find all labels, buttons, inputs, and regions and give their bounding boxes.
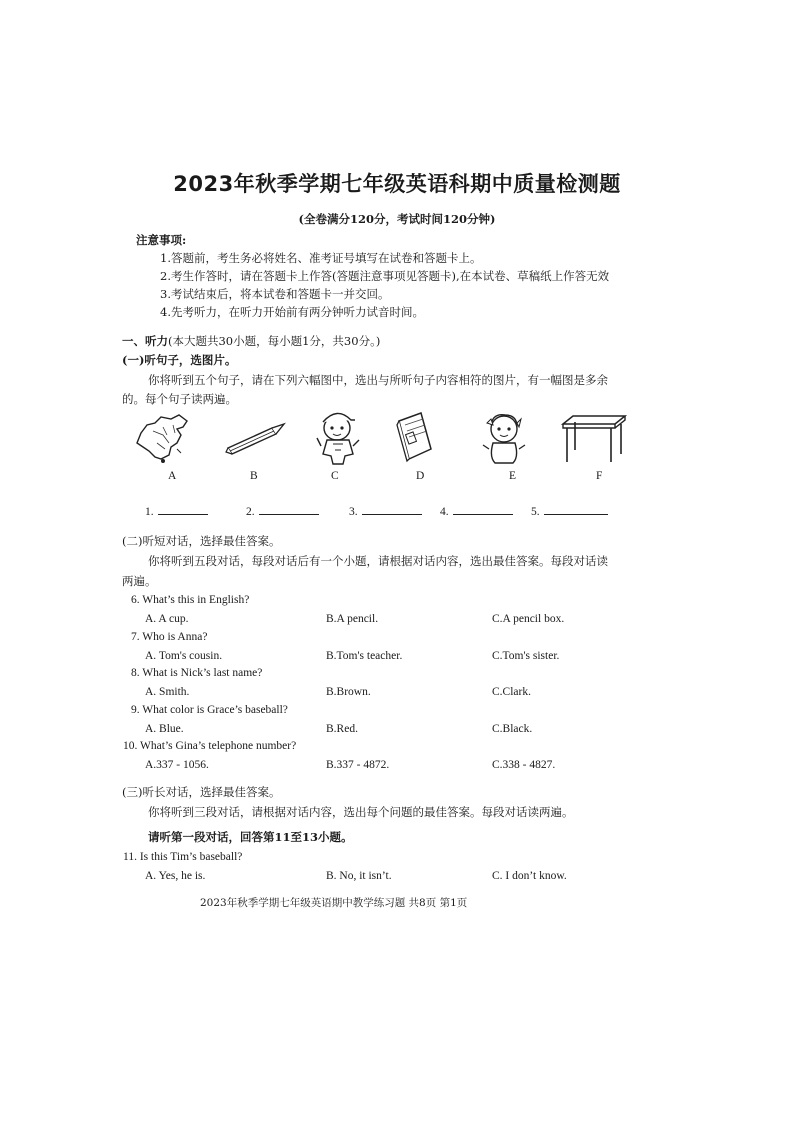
table-icon xyxy=(559,414,629,466)
option-b[interactable]: B.Tom's teacher. xyxy=(326,650,403,662)
option-b[interactable]: B.A pencil. xyxy=(326,613,379,625)
answer-blank[interactable] xyxy=(246,502,319,518)
part2-heading: (二)听短对话，选择最佳答案。 xyxy=(122,534,281,548)
option-c[interactable]: C.A pencil box. xyxy=(492,613,565,625)
option-c[interactable]: C.338 - 4827. xyxy=(492,759,556,771)
option-c[interactable]: C.Clark. xyxy=(492,686,531,698)
blank-number: 3. xyxy=(349,506,358,518)
picture-label: D xyxy=(416,470,425,482)
page-footer: 2023年秋季学期七年级英语期中教学练习题 共8页 第1页 xyxy=(200,897,468,909)
part3-heading: (三)听长对话，选择最佳答案。 xyxy=(122,785,281,799)
option-a[interactable]: A. Yes, he is. xyxy=(145,870,206,882)
option-a[interactable]: A. Tom's cousin. xyxy=(145,650,223,662)
question-text: 8. What is Nick’s last name? xyxy=(131,667,263,679)
question-text: 9. What color is Grace’s baseball? xyxy=(131,704,288,716)
question-text: 6. What’s this in English? xyxy=(131,594,250,606)
notice-item: 4.先考听力，在听力开始前有两分钟听力试音时间。 xyxy=(160,305,424,319)
picture-label: B xyxy=(250,470,258,482)
picture-label: C xyxy=(331,470,339,482)
blank-number: 1. xyxy=(145,506,154,518)
notice-item: 1.答题前，考生务必将姓名、准考证号填写在试卷和答题卡上。 xyxy=(160,251,482,265)
answer-blank[interactable] xyxy=(145,502,208,518)
option-a[interactable]: A.337 - 1056. xyxy=(145,759,209,771)
part1-instruction: 你将听到五个句子，请在下列六幅图中，选出与所听句子内容相符的图片，有一幅图是多余 xyxy=(148,373,608,387)
answer-blank[interactable] xyxy=(349,502,422,518)
part3-instruction: 你将听到三段对话，请根据对话内容，选出每个问题的最佳答案。每段对话读两遍。 xyxy=(148,805,574,819)
blank-number: 2. xyxy=(246,506,255,518)
pencil-icon xyxy=(224,420,286,456)
part3-sub-heading: 请听第一段对话，回答第11至13小题。 xyxy=(148,830,353,844)
option-c[interactable]: C. I don’t know. xyxy=(492,870,567,882)
boy-with-cap-icon xyxy=(313,406,363,468)
page-subtitle: (全卷满分120分，考试时间120分钟) xyxy=(298,212,496,226)
picture-label: F xyxy=(596,470,603,482)
part1-instruction-cont: 的。每个句子读两遍。 xyxy=(122,392,237,406)
option-c[interactable]: C.Black. xyxy=(492,723,533,735)
picture-label: E xyxy=(509,470,517,482)
part1-heading: (一)听句子，选图片。 xyxy=(122,353,237,367)
option-b[interactable]: B. No, it isn’t. xyxy=(326,870,392,882)
answer-blank[interactable] xyxy=(531,502,608,518)
notice-item: 3.考试结束后，将本试卷和答题卡一并交回。 xyxy=(160,287,390,301)
section-title: 一、听力 xyxy=(122,334,168,348)
option-a[interactable]: A. A cup. xyxy=(145,613,189,625)
blank-number: 4. xyxy=(440,506,449,518)
section-note: (本大题共30小题，每小题1分，共30分。) xyxy=(168,334,381,348)
question-text: 10. What’s Gina’s telephone number? xyxy=(123,740,297,752)
section-heading xyxy=(122,333,380,349)
girl-icon xyxy=(479,407,529,467)
answer-blank[interactable] xyxy=(440,502,513,518)
notice-heading: 注意事项: xyxy=(136,233,187,247)
part2-instruction: 你将听到五段对话，每段对话后有一个小题，请根据对话内容，选出最佳答案。每段对话读 xyxy=(148,554,608,568)
option-a[interactable]: A. Blue. xyxy=(145,723,184,735)
notice-item: 2.考生作答时，请在答题卡上作答(答题注意事项见答题卡),在本试卷、草稿纸上作答无效 xyxy=(160,269,610,283)
option-b[interactable]: B.Red. xyxy=(326,723,358,735)
part2-instruction-cont: 两遍。 xyxy=(122,574,157,588)
option-a[interactable]: A. Smith. xyxy=(145,686,190,698)
book-icon xyxy=(393,411,435,463)
picture-label: A xyxy=(168,470,177,482)
china-map-icon xyxy=(133,413,195,465)
page-title: 2023年秋季学期七年级英语科期中质量检测题 xyxy=(173,172,621,196)
question-text: 7. Who is Anna? xyxy=(131,631,208,643)
option-b[interactable]: B.337 - 4872. xyxy=(326,759,390,771)
question-text: 11. Is this Tim’s baseball? xyxy=(123,851,243,863)
option-c[interactable]: C.Tom's sister. xyxy=(492,650,560,662)
option-b[interactable]: B.Brown. xyxy=(326,686,371,698)
blank-number: 5. xyxy=(531,506,540,518)
